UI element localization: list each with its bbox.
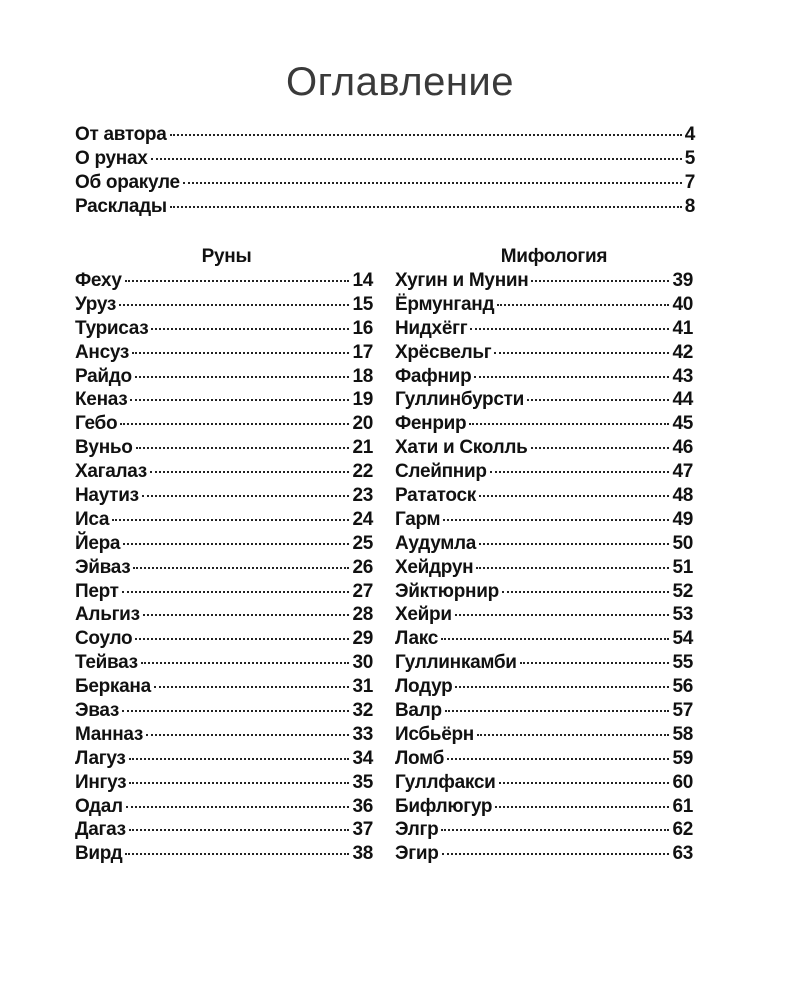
toc-entry-label: Вирд [75, 843, 123, 865]
dot-leader [479, 543, 669, 545]
toc-entry-label: Гуллинкамби [395, 652, 517, 674]
dot-leader [447, 758, 669, 760]
dot-leader [119, 304, 349, 306]
dot-leader [442, 853, 670, 855]
toc-entry-label: Эгир [395, 843, 439, 865]
runes-column [75, 244, 373, 867]
toc-entry[interactable] [75, 196, 695, 220]
toc-entry-page-number: 35 [352, 771, 373, 793]
dot-leader [129, 782, 349, 784]
toc-entry[interactable] [75, 533, 373, 557]
toc-entry-page-number: 19 [352, 389, 373, 411]
dot-leader [476, 567, 669, 569]
toc-entry[interactable] [75, 819, 373, 843]
toc-entry-page-number: 51 [672, 556, 693, 578]
toc-entry[interactable] [395, 389, 693, 413]
dot-leader [130, 399, 349, 401]
toc-entry-page-number: 63 [672, 843, 693, 865]
runes-list [75, 270, 373, 867]
toc-entry-label: Лакс [395, 628, 438, 650]
dot-leader [443, 519, 669, 521]
toc-entry[interactable] [395, 485, 693, 509]
toc-entry[interactable] [395, 557, 693, 581]
dot-leader [151, 328, 349, 330]
dot-leader [183, 182, 682, 184]
toc-entry-page-number: 43 [672, 365, 693, 387]
toc-entry-label: Бифлюгур [395, 795, 493, 817]
dot-leader [441, 829, 669, 831]
toc-entry-page-number: 44 [672, 389, 693, 411]
toc-entry-page-number: 37 [352, 819, 373, 841]
toc-entry-label: Гебо [75, 413, 118, 435]
toc-entry[interactable] [395, 796, 693, 820]
dot-leader [495, 806, 669, 808]
toc-entry-label: Тейваз [75, 652, 138, 674]
toc-entry-page-number: 31 [352, 676, 373, 698]
toc-entry-label: Валр [395, 700, 442, 722]
toc-entry-page-number: 17 [352, 341, 373, 363]
toc-entry-page-number: 58 [672, 723, 693, 745]
toc-entry[interactable] [75, 796, 373, 820]
toc-entry-label: Хугин и Мунин [395, 270, 529, 291]
toc-entry[interactable] [75, 748, 373, 772]
dot-leader [142, 495, 350, 497]
toc-entry[interactable] [75, 294, 373, 318]
toc-entry-label: Хрёсвельг [395, 341, 492, 363]
toc-entry[interactable] [75, 700, 373, 724]
toc-entry-label: Расклады [75, 196, 167, 217]
dot-leader [135, 638, 349, 640]
dot-leader [502, 591, 670, 593]
toc-entry-page-number: 15 [352, 293, 373, 315]
toc-entry-label: Турисаз [75, 317, 149, 339]
toc-entry-page-number: 16 [352, 317, 373, 339]
dot-leader [151, 158, 682, 160]
toc-entry-label: От автора [75, 124, 167, 145]
toc-entry-page-number: 28 [352, 604, 373, 626]
dot-leader [123, 543, 349, 545]
toc-entry[interactable] [395, 652, 693, 676]
toc-entry-label: Феху [75, 270, 122, 291]
toc-entry[interactable] [75, 413, 373, 437]
toc-entry-page-number: 8 [684, 196, 695, 217]
toc-entry[interactable] [395, 676, 693, 700]
dot-leader [129, 758, 350, 760]
toc-entry-label: Рататоск [395, 485, 476, 507]
dot-leader [143, 614, 350, 616]
toc-entry-page-number: 57 [672, 700, 693, 722]
dot-leader [469, 423, 669, 425]
toc-entry[interactable] [395, 628, 693, 652]
toc-entry-page-number: 14 [352, 270, 373, 291]
toc-entry[interactable] [395, 413, 693, 437]
toc-entry-label: Соуло [75, 628, 133, 650]
toc-entry[interactable] [395, 366, 693, 390]
toc-entry[interactable] [75, 342, 373, 366]
mythology-heading: Мифология [500, 246, 608, 267]
toc-entry[interactable] [75, 509, 373, 533]
toc-entry-page-number: 20 [352, 413, 373, 435]
dot-leader [170, 134, 682, 136]
toc-entry-label: Лагуз [75, 747, 126, 769]
dot-leader [132, 352, 349, 354]
toc-entry-label: Ёрмунганд [395, 293, 495, 315]
dot-leader [122, 591, 350, 593]
dot-leader [136, 447, 350, 449]
toc-entry-label: Одал [75, 795, 123, 817]
toc-entry-label: О рунах [75, 148, 148, 169]
dot-leader [494, 352, 669, 354]
dot-leader [531, 447, 670, 449]
toc-entry[interactable] [75, 772, 373, 796]
toc-entry-page-number: 53 [672, 604, 693, 626]
toc-entry-page-number: 32 [352, 700, 373, 722]
dot-leader [135, 376, 350, 378]
dot-leader [474, 376, 669, 378]
toc-entry[interactable] [75, 676, 373, 700]
toc-entry-label: Беркана [75, 676, 151, 698]
page-title: Оглавление [285, 60, 514, 104]
toc-entry[interactable] [75, 604, 373, 628]
toc-entry[interactable] [395, 270, 693, 294]
dot-leader [125, 280, 350, 282]
dot-leader [154, 686, 350, 688]
toc-entry-page-number: 52 [672, 580, 693, 602]
toc-entry[interactable] [395, 461, 693, 485]
toc-entry-page-number: 41 [672, 317, 693, 339]
toc-entry-label: Хагалаз [75, 461, 147, 483]
toc-entry[interactable] [75, 461, 373, 485]
toc-entry-page-number: 56 [672, 676, 693, 698]
dot-leader [170, 206, 682, 208]
toc-entry-page-number: 47 [672, 461, 693, 483]
toc-entry-label: Гуллфакси [395, 771, 496, 793]
dot-leader [497, 304, 669, 306]
toc-entry[interactable] [75, 366, 373, 390]
toc-entry[interactable] [395, 748, 693, 772]
toc-entry[interactable] [75, 389, 373, 413]
toc-entry-page-number: 61 [672, 795, 693, 817]
toc-entry[interactable] [75, 628, 373, 652]
dot-leader [112, 519, 349, 521]
dot-leader [122, 710, 349, 712]
dot-leader [490, 471, 670, 473]
mythology-column [395, 244, 693, 867]
toc-entry-label: Гарм [395, 508, 441, 530]
toc-entry[interactable] [395, 342, 693, 366]
toc-entry-label: Наутиз [75, 485, 139, 507]
toc-entry-label: Райдо [75, 365, 132, 387]
dot-leader [129, 829, 350, 831]
toc-entry[interactable] [395, 294, 693, 318]
toc-entry-label: Аудумла [395, 532, 477, 554]
toc-entry[interactable] [395, 724, 693, 748]
toc-entry[interactable] [395, 318, 693, 342]
dot-leader [146, 734, 349, 736]
dot-leader [125, 853, 349, 855]
dot-leader [477, 734, 670, 736]
toc-entry-label: Ломб [395, 747, 445, 769]
toc-entry-page-number: 25 [352, 532, 373, 554]
dot-leader [126, 806, 350, 808]
toc-entry[interactable] [395, 772, 693, 796]
toc-entry-label: Нидхёгг [395, 317, 468, 339]
toc-entry-page-number: 48 [672, 485, 693, 507]
toc-entry[interactable] [75, 581, 373, 605]
toc-entry-page-number: 42 [672, 341, 693, 363]
runes-heading: Руны [201, 246, 252, 267]
toc-entry-label: Гуллинбурсти [395, 389, 525, 411]
dot-leader [120, 423, 349, 425]
toc-entry-label: Эваз [75, 700, 119, 722]
toc-entry-label: Иса [75, 508, 110, 530]
toc-entry[interactable] [395, 533, 693, 557]
toc-entry-page-number: 29 [352, 628, 373, 650]
toc-entry-page-number: 38 [352, 843, 373, 865]
toc-entry-label: Эйваз [75, 556, 131, 578]
toc-entry[interactable] [75, 318, 373, 342]
toc-entry[interactable] [395, 437, 693, 461]
toc-entry-label: Хати и Сколль [395, 437, 528, 459]
toc-entry-page-number: 27 [352, 580, 373, 602]
toc-entry[interactable] [75, 724, 373, 748]
dot-leader [470, 328, 669, 330]
toc-entry-page-number: 62 [672, 819, 693, 841]
toc-entry[interactable] [395, 700, 693, 724]
toc-entry-page-number: 23 [352, 485, 373, 507]
toc-entry-label: Исбьёрн [395, 723, 474, 745]
toc-entry-page-number: 21 [352, 437, 373, 459]
toc-entry-page-number: 55 [672, 652, 693, 674]
toc-entry-label: Вуньо [75, 437, 133, 459]
toc-entry-label: Слейпнир [395, 461, 487, 483]
dot-leader [520, 662, 670, 664]
toc-entry[interactable] [395, 843, 693, 867]
dot-leader [141, 662, 350, 664]
toc-entry[interactable] [75, 148, 695, 172]
toc-entry-page-number: 36 [352, 795, 373, 817]
toc-entry[interactable] [395, 604, 693, 628]
toc-entry-page-number: 54 [672, 628, 693, 650]
toc-entry-page-number: 39 [672, 270, 693, 291]
toc-entry-label: Альгиз [75, 604, 140, 626]
toc-entry-label: Кеназ [75, 389, 128, 411]
toc-entry-label: Хейдрун [395, 556, 474, 578]
toc-entry-page-number: 46 [672, 437, 693, 459]
toc-entry[interactable] [75, 843, 373, 867]
toc-entry[interactable] [395, 509, 693, 533]
toc-entry-label: Дагаз [75, 819, 126, 841]
toc-entry[interactable] [75, 652, 373, 676]
toc-entry-page-number: 40 [672, 293, 693, 315]
dot-leader [531, 280, 669, 282]
toc-entry-label: Хейри [395, 604, 452, 626]
toc-entry-label: Ингуз [75, 771, 127, 793]
toc-entry-label: Фафнир [395, 365, 472, 387]
toc-entry[interactable] [75, 437, 373, 461]
toc-entry-page-number: 26 [352, 556, 373, 578]
toc-entry-page-number: 59 [672, 747, 693, 769]
toc-entry-label: Об оракуле [75, 172, 180, 193]
dot-leader [441, 638, 669, 640]
toc-entry-label: Перт [75, 580, 119, 602]
toc-entry-page-number: 30 [352, 652, 373, 674]
toc-entry[interactable] [75, 485, 373, 509]
toc-entry[interactable] [75, 172, 695, 196]
toc-entry-page-number: 50 [672, 532, 693, 554]
toc-entry-page-number: 7 [684, 172, 695, 193]
dot-leader [527, 399, 669, 401]
toc-entry-page-number: 22 [352, 461, 373, 483]
toc-entry[interactable] [395, 819, 693, 843]
front-matter-list [75, 124, 695, 220]
toc-entry[interactable] [75, 270, 373, 294]
toc-entry-page-number: 45 [672, 413, 693, 435]
dot-leader [479, 495, 670, 497]
toc-entry-label: Йера [75, 532, 121, 554]
toc-entry-label: Ансуз [75, 341, 130, 363]
mythology-list [395, 270, 693, 867]
dot-leader [445, 710, 670, 712]
toc-entry[interactable] [75, 124, 695, 148]
dot-leader [499, 782, 670, 784]
toc-entry-page-number: 60 [672, 771, 693, 793]
toc-entry-label: Элгр [395, 819, 439, 841]
toc-entry-label: Уруз [75, 293, 117, 315]
toc-entry[interactable] [75, 557, 373, 581]
toc-entry-page-number: 4 [684, 124, 695, 145]
toc-entry-label: Лодур [395, 676, 453, 698]
toc-entry-label: Фенрир [395, 413, 467, 435]
dot-leader [455, 686, 669, 688]
dot-leader [150, 471, 350, 473]
dot-leader [455, 614, 670, 616]
dot-leader [133, 567, 349, 569]
toc-entry-page-number: 49 [672, 508, 693, 530]
toc-entry-page-number: 33 [352, 723, 373, 745]
toc-entry-page-number: 18 [352, 365, 373, 387]
toc-entry-page-number: 24 [352, 508, 373, 530]
toc-entry-page-number: 5 [684, 148, 695, 169]
toc-entry-label: Манназ [75, 723, 144, 745]
toc-entry-page-number: 34 [352, 747, 373, 769]
toc-entry[interactable] [395, 581, 693, 605]
toc-entry-label: Эйктюрнир [395, 580, 499, 602]
